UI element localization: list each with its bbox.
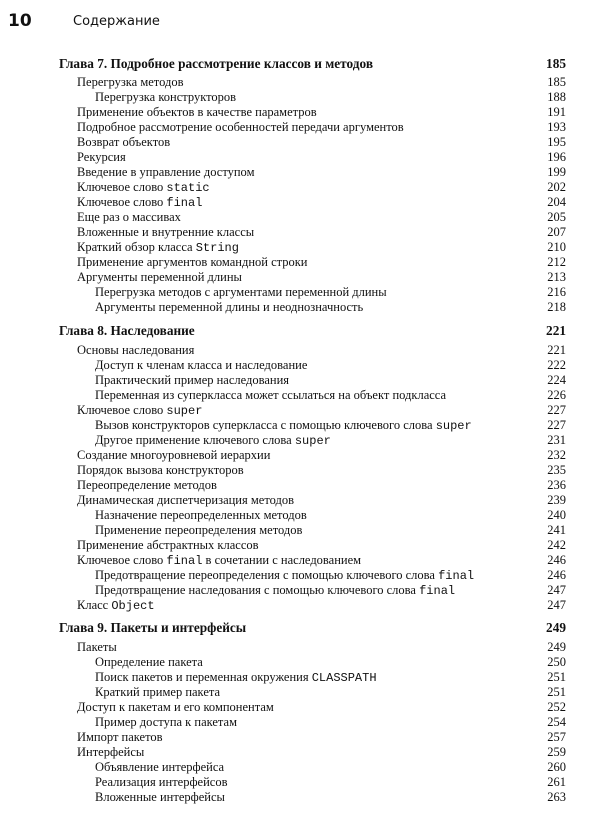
- toc-subentry: [0, 285, 600, 300]
- entry-title: Назначение переопределенных методов: [95, 508, 307, 522]
- toc-subentry: [0, 685, 600, 700]
- entry-text: Ключевое слово: [77, 553, 167, 567]
- chapter-heading: [0, 323, 600, 338]
- entry-title: [77, 598, 155, 614]
- entry-page: 236: [547, 478, 566, 492]
- entry-page: 231: [547, 433, 566, 447]
- toc-entry: [0, 640, 600, 655]
- entry-page: 263: [547, 790, 566, 804]
- entry-page: 235: [547, 463, 566, 477]
- code-keyword: super: [294, 434, 331, 448]
- entry-page: 226: [547, 388, 566, 402]
- toc-subentry: [0, 300, 600, 315]
- entry-page: 241: [547, 523, 566, 537]
- entry-page: 191: [547, 105, 566, 119]
- entry-text: Ключевое слово: [77, 403, 167, 417]
- entry-text: Краткий обзор класса: [77, 240, 196, 254]
- entry-page: 193: [547, 120, 566, 134]
- entry-title: Определение пакета: [95, 655, 203, 669]
- toc-entry: [0, 150, 600, 165]
- toc-subentry: [0, 90, 600, 105]
- entry-title: Объявление интерфейса: [95, 760, 225, 774]
- toc-entry: [0, 493, 600, 508]
- entry-title: Создание многоуровневой иерархии: [77, 448, 271, 462]
- running-title: Содержание: [73, 14, 160, 29]
- chapter-title: Глава 8. Наследование: [59, 323, 195, 338]
- entry-title: [95, 583, 455, 599]
- toc-entry: [0, 165, 600, 180]
- toc-entry: [0, 343, 600, 358]
- chapter-title: Глава 9. Пакеты и интерфейсы: [59, 620, 247, 635]
- page-number: 10: [8, 11, 32, 31]
- toc-entry: [0, 553, 600, 568]
- toc-subentry: [0, 760, 600, 775]
- toc-subentry: [0, 433, 600, 448]
- entry-page: 252: [547, 700, 566, 714]
- toc-subentry: [0, 715, 600, 730]
- entry-title: Еще раз о массивах: [77, 210, 181, 224]
- entry-page: 205: [547, 210, 566, 224]
- toc-entry: [0, 463, 600, 478]
- chapter-page: 221: [546, 323, 566, 338]
- entry-title: Интерфейсы: [77, 745, 145, 759]
- entry-page: 257: [547, 730, 566, 744]
- toc-entry: [0, 448, 600, 463]
- entry-page: 196: [547, 150, 566, 164]
- entry-title: Пакеты: [77, 640, 117, 654]
- entry-title: Перегрузка методов с аргументами переменной длины: [95, 285, 387, 299]
- entry-text: Поиск пакетов и переменная окружения: [95, 670, 312, 684]
- toc-entry: [0, 270, 600, 285]
- entry-title: [95, 568, 474, 584]
- entry-title: Краткий пример пакета: [95, 685, 221, 699]
- entry-page: 254: [547, 715, 566, 729]
- toc-entry: [0, 210, 600, 225]
- toc-entry: [0, 700, 600, 715]
- entry-page: 216: [547, 285, 566, 299]
- entry-title: Доступ к пакетам и его компонентам: [77, 700, 274, 714]
- entry-text: Вызов конструкторов суперкласса с помощью ключевого слова: [95, 418, 436, 432]
- entry-title: Порядок вызова конструкторов: [77, 463, 244, 477]
- entry-page: 240: [547, 508, 566, 522]
- entry-title: Применение переопределения методов: [95, 523, 303, 537]
- entry-page: 232: [547, 448, 566, 462]
- entry-title: Рекурсия: [77, 150, 126, 164]
- toc-entry: [0, 403, 600, 418]
- code-keyword: static: [166, 181, 210, 195]
- entry-title: Аргументы переменной длины и неоднозначность: [95, 300, 364, 314]
- toc-entry: [0, 730, 600, 745]
- entry-title: [95, 418, 472, 434]
- entry-title: [77, 195, 202, 211]
- toc-subentry: [0, 523, 600, 538]
- toc-entry: [0, 255, 600, 270]
- entry-page: 242: [547, 538, 566, 552]
- toc-subentry: [0, 388, 600, 403]
- entry-page: 202: [547, 180, 566, 194]
- entry-page: 239: [547, 493, 566, 507]
- entry-text: Ключевое слово: [77, 195, 167, 209]
- entry-title: Применение объектов в качестве параметров: [77, 105, 317, 119]
- entry-title: Аргументы переменной длины: [77, 270, 242, 284]
- entry-page: 199: [547, 165, 566, 179]
- entry-page: 213: [547, 270, 566, 284]
- code-keyword: String: [195, 241, 239, 255]
- toc-entry: [0, 105, 600, 120]
- entry-page: 210: [547, 240, 566, 254]
- toc-entry: [0, 478, 600, 493]
- code-keyword: final: [419, 584, 456, 598]
- entry-page: 251: [547, 670, 566, 684]
- toc-subentry: [0, 568, 600, 583]
- entry-page: 222: [547, 358, 566, 372]
- entry-title: Применение абстрактных классов: [77, 538, 259, 552]
- entry-title: Практический пример наследования: [95, 373, 290, 387]
- chapter-page: 185: [546, 56, 566, 71]
- entry-text: Предотвращение переопределения с помощью ключевого слова: [95, 568, 439, 582]
- entry-page: 246: [547, 553, 566, 567]
- code-keyword: final: [166, 196, 203, 210]
- entry-title: [77, 553, 361, 569]
- toc-entry: [0, 538, 600, 553]
- entry-page: 261: [547, 775, 566, 789]
- toc-entry: [0, 745, 600, 760]
- entry-text-tail: в сочетании с наследованием: [202, 553, 362, 567]
- entry-page: 227: [547, 403, 566, 417]
- toc-entry: [0, 225, 600, 240]
- toc-entry: [0, 195, 600, 210]
- toc-subentry: [0, 790, 600, 805]
- entry-page: 246: [547, 568, 566, 582]
- entry-title: Перегрузка методов: [77, 75, 184, 89]
- entry-title: Основы наследования: [77, 343, 195, 357]
- entry-text: Ключевое слово: [77, 180, 167, 194]
- entry-page: 249: [547, 640, 566, 654]
- chapter-title: Глава 7. Подробное рассмотрение классов и методов: [59, 56, 374, 71]
- entry-page: 204: [547, 195, 566, 209]
- entry-title: Переменная из суперкласса может ссылаться на объект подкласса: [95, 388, 447, 402]
- entry-page: 218: [547, 300, 566, 314]
- entry-page: 185: [547, 75, 566, 89]
- entry-page: 224: [547, 373, 566, 387]
- entry-page: 188: [547, 90, 566, 104]
- entry-title: [77, 180, 210, 196]
- entry-title: Реализация интерфейсов: [95, 775, 228, 789]
- toc-subentry: [0, 418, 600, 433]
- entry-page: 250: [547, 655, 566, 669]
- entry-text: Предотвращение наследования с помощью ключевого слова: [95, 583, 420, 597]
- toc-entry: [0, 240, 600, 255]
- entry-page: 212: [547, 255, 566, 269]
- toc-subentry: [0, 373, 600, 388]
- entry-title: Вложенные и внутренние классы: [77, 225, 255, 239]
- entry-page: 207: [547, 225, 566, 239]
- entry-title: Переопределение методов: [77, 478, 217, 492]
- toc-subentry: [0, 583, 600, 598]
- code-keyword: final: [166, 554, 203, 568]
- entry-title: [95, 433, 331, 449]
- entry-page: 247: [547, 598, 566, 612]
- entry-page: 260: [547, 760, 566, 774]
- entry-page: 247: [547, 583, 566, 597]
- toc-subentry: [0, 508, 600, 523]
- entry-title: Динамическая диспетчеризация методов: [77, 493, 295, 507]
- entry-title: Подробное рассмотрение особенностей передачи аргументов: [77, 120, 404, 134]
- entry-title: Вложенные интерфейсы: [95, 790, 225, 804]
- toc-entry: [0, 180, 600, 195]
- code-keyword: super: [435, 419, 472, 433]
- entry-text: Класс: [77, 598, 112, 612]
- entry-title: [95, 670, 377, 686]
- code-keyword: final: [438, 569, 475, 583]
- toc-subentry: [0, 775, 600, 790]
- entry-title: Импорт пакетов: [77, 730, 163, 744]
- entry-title: [77, 240, 239, 256]
- toc-subentry: [0, 670, 600, 685]
- entry-page: 221: [547, 343, 566, 357]
- code-keyword: Object: [111, 599, 155, 613]
- code-keyword: super: [166, 404, 203, 418]
- toc-entry: [0, 75, 600, 90]
- entry-page: 227: [547, 418, 566, 432]
- chapter-page: 249: [546, 620, 566, 635]
- chapter-heading: [0, 620, 600, 635]
- entry-text: Другое применение ключевого слова: [95, 433, 295, 447]
- toc-entry: [0, 120, 600, 135]
- entry-title: Возврат объектов: [77, 135, 171, 149]
- toc-entry: [0, 135, 600, 150]
- entry-title: Введение в управление доступом: [77, 165, 255, 179]
- toc-entry: [0, 598, 600, 613]
- entry-page: 195: [547, 135, 566, 149]
- entry-title: [77, 403, 202, 419]
- entry-title: Применение аргументов командной строки: [77, 255, 308, 269]
- chapter-heading: [0, 56, 600, 71]
- entry-title: Пример доступа к пакетам: [95, 715, 237, 729]
- toc-subentry: [0, 655, 600, 670]
- entry-page: 259: [547, 745, 566, 759]
- entry-title: Перегрузка конструкторов: [95, 90, 237, 104]
- code-keyword: CLASSPATH: [311, 671, 377, 685]
- toc-subentry: [0, 358, 600, 373]
- entry-title: Доступ к членам класса и наследование: [95, 358, 308, 372]
- entry-page: 251: [547, 685, 566, 699]
